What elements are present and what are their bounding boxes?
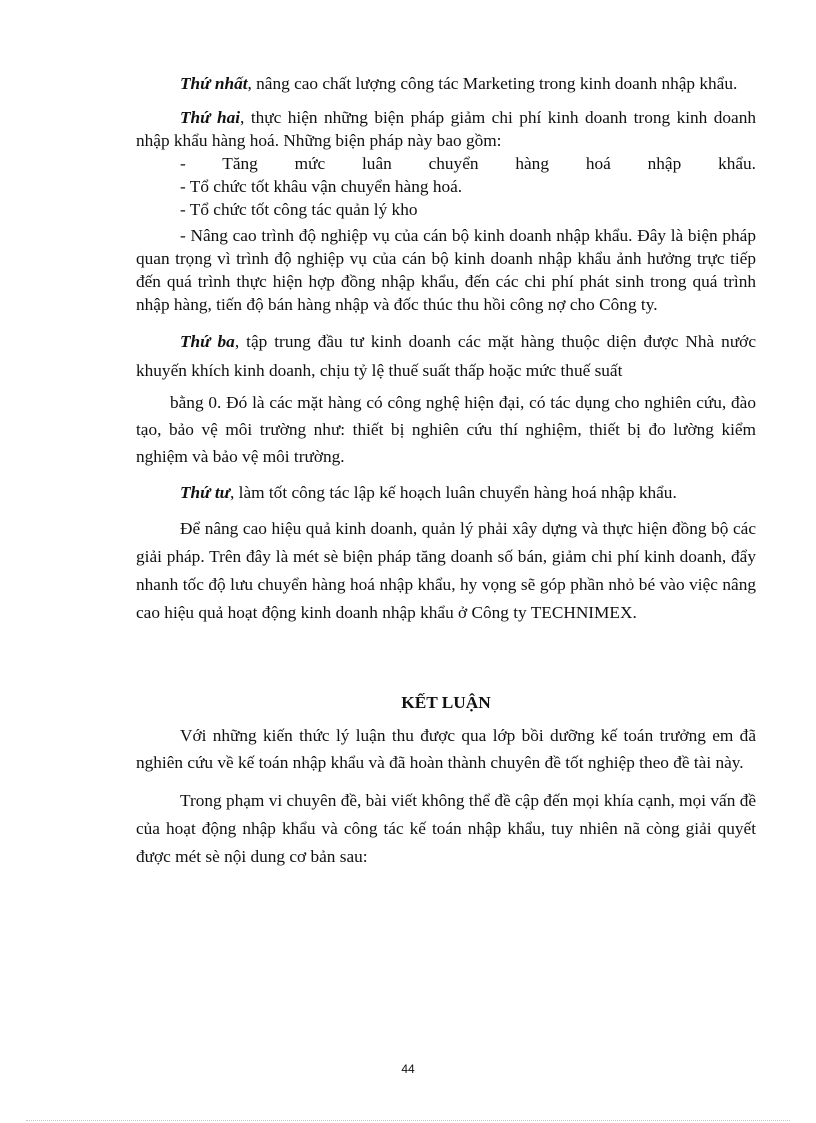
conclusion-paragraph-2: Trong phạm vi chuyên đề, bài viết không thể đề cập đến mọi khía cạnh, mọi vấn đề của hoạt động nhập khẩu và công tác kế toán nhập khẩu, tuy nhiên nã còng giải quyết được mét sè nội dung cơ bản sau: — [136, 791, 756, 866]
page-number: 44 — [401, 1062, 415, 1076]
document-body — [136, 72, 756, 871]
paragraph-thu-nhat — [136, 72, 756, 95]
conclusion-paragraph-1: Với những kiến thức lý luận thu được qua lớp bồi dưỡng kế toán trưởng em đã nghiên cứu về kế toán nhập khẩu và đã hoàn thành chuyên đề tốt nghiệp theo đề tài này. — [136, 726, 756, 772]
dash-item-1: - Tăng mức luân chuyển hàng hoá nhập khẩu. — [180, 154, 756, 173]
paragraph-text: , thực hiện những biện pháp giảm chi phí kinh doanh trong kinh doanh nhập khẩu hàng hoá. Những biện pháp này bao gồm: — [136, 108, 756, 150]
paragraph-thu-hai — [136, 106, 756, 152]
paragraph-thu-ba — [136, 327, 756, 385]
dash-item-3: - Tổ chức tốt công tác quản lý kho — [180, 200, 418, 219]
page-bottom-divider — [26, 1120, 790, 1121]
paragraph-text: , tập trung đầu tư kinh doanh các mặt hàng thuộc diện được Nhà nước khuyến khích kinh doanh, chịu tỷ lệ thuế suất thấp hoặc mức thuế suất — [136, 332, 756, 380]
paragraph-lead: Thứ hai — [180, 108, 241, 127]
dash-item-4: - Nâng cao trình độ nghiệp vụ của cán bộ kinh doanh nhập khẩu. Đây là biện pháp quan trọng vì trình độ nghiệp vụ của cán bộ kinh doanh nhập khẩu ảnh hưởng trực tiếp đến quá trình thực hiện hợp đồng nhập khẩu, đến các chi phí phát sinh trong quá trình nhập hàng, tiến độ bán hàng nhập và đốc thúc thu hồi công nợ cho Công ty. — [136, 226, 756, 314]
dash-item-2: - Tổ chức tốt khâu vận chuyển hàng hoá. — [180, 177, 463, 196]
paragraph-summary: Để nâng cao hiệu quả kinh doanh, quản lý phải xây dựng và thực hiện đồng bộ các giải pháp. Trên đây là mét sè biện pháp tăng doanh số bán, giảm chi phí kinh doanh, đẩy nhanh tốc độ lưu chuyển hàng hoá nhập khẩu, hy vọng sẽ góp phần nhỏ bé vào việc nâng cao hiệu quả hoạt động kinh doanh nhập khẩu ở Công ty TECHNIMEX. — [136, 519, 756, 622]
paragraph-text: , nâng cao chất lượng công tác Marketing trong kinh doanh nhập khẩu. — [247, 74, 738, 93]
paragraph-thu-ba-continued: bằng 0. Đó là các mặt hàng có công nghệ hiện đại, có tác dụng cho nghiên cứu, đào tạo, bảo vệ môi trường như: thiết bị nghiên cứu thí nghiệm, thiết bị đo lường kiểm nghiệm và bảo vệ môi trường. — [136, 393, 756, 466]
paragraph-lead: Thứ tư — [180, 483, 230, 502]
paragraph-lead: Thứ nhất — [180, 74, 248, 93]
conclusion-heading: KẾT LUẬN — [401, 693, 491, 712]
paragraph-text: , làm tốt công tác lập kế hoạch luân chuyển hàng hoá nhập khẩu. — [230, 483, 677, 502]
paragraph-thu-tu — [136, 481, 756, 504]
paragraph-lead: Thứ ba — [180, 332, 235, 351]
